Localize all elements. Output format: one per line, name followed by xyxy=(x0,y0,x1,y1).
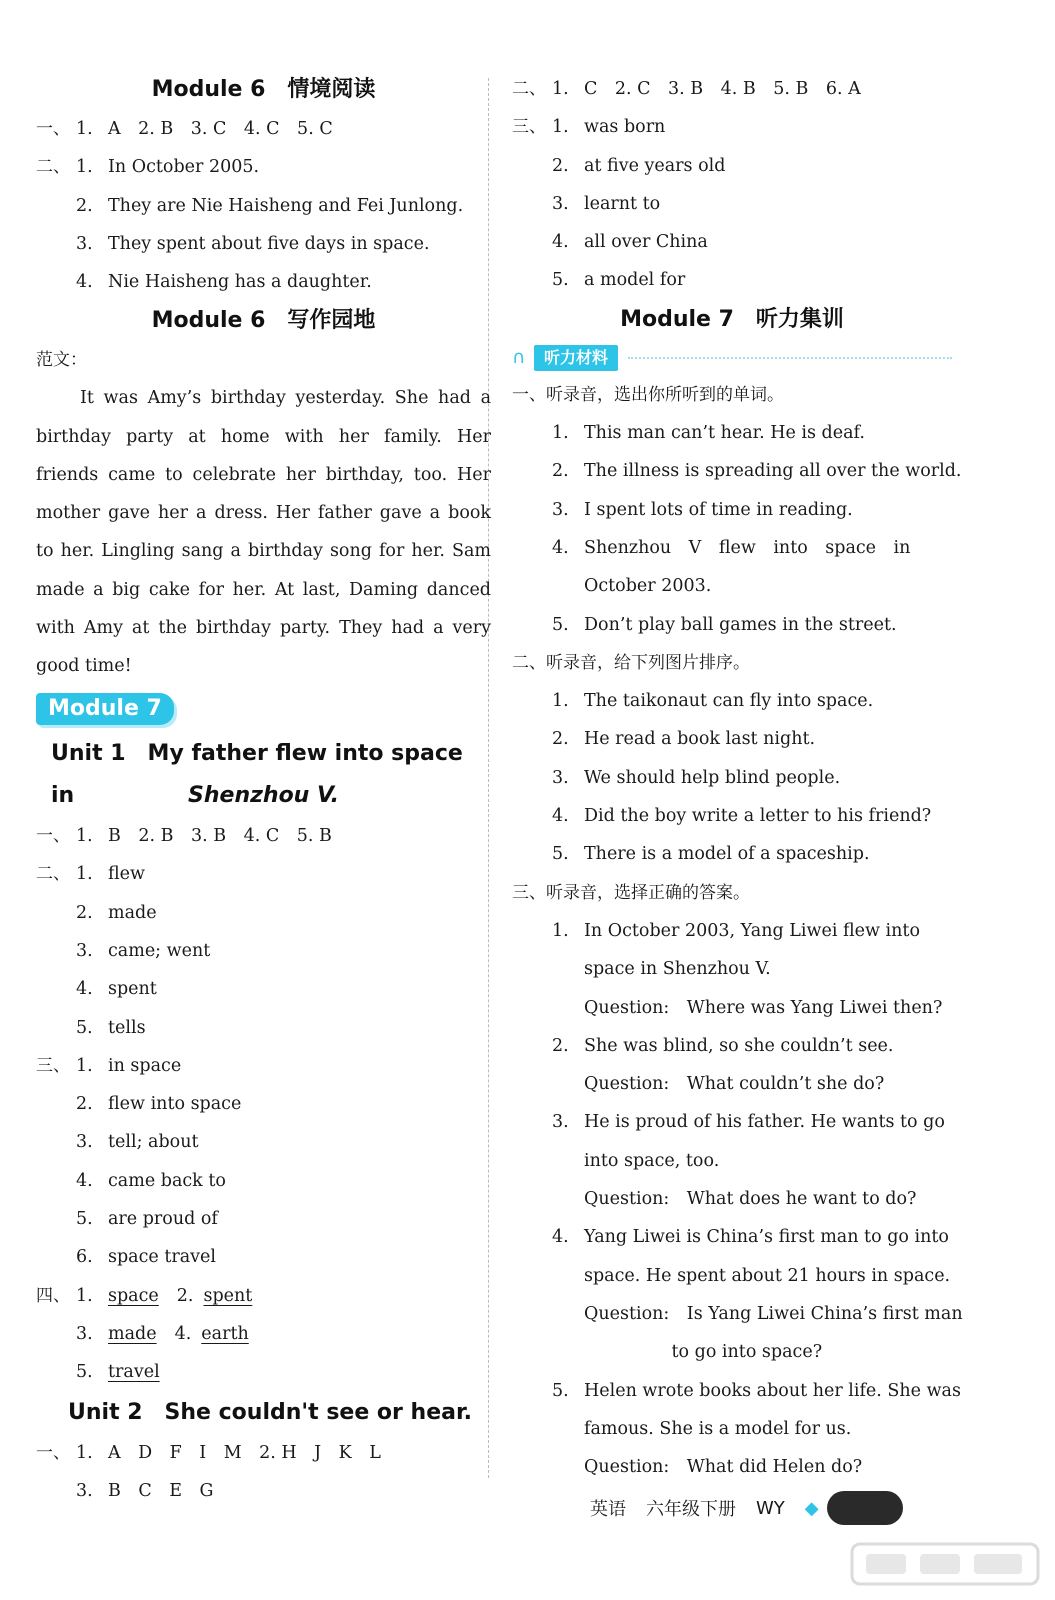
answer-row xyxy=(512,1448,952,1486)
watermark-logo xyxy=(850,1540,1040,1588)
answer-row xyxy=(512,1218,952,1256)
answer-text: He read a book last night. xyxy=(584,729,816,750)
sample-essay xyxy=(36,379,491,685)
section-mark: 三、 xyxy=(36,1055,70,1076)
answer-text: came back to xyxy=(108,1170,226,1191)
answer-text: all over China xyxy=(584,232,708,253)
answer-row xyxy=(512,1333,952,1371)
answer-word: travel xyxy=(108,1362,160,1383)
listening-section2 xyxy=(512,682,952,873)
answer-row xyxy=(512,682,952,720)
answer-row xyxy=(512,1257,952,1295)
answer-text: In October 2003, Yang Liwei flew into xyxy=(584,920,920,941)
answer-row xyxy=(512,567,952,605)
listening-section3-title: 三、听录音，选择正确的答案。 xyxy=(512,882,750,903)
answer-row xyxy=(36,970,491,1008)
answer-text: This man can’t hear. He is deaf. xyxy=(584,423,865,444)
answer-row xyxy=(512,223,952,261)
item-number: 5. xyxy=(552,270,569,291)
answer-row xyxy=(512,1372,961,1410)
unit2-title: Unit 2 She couldn't see or hear. xyxy=(68,1399,473,1425)
item-number: 4. xyxy=(76,979,93,1000)
item-number: 1. xyxy=(76,1285,93,1306)
answer-row xyxy=(512,720,952,758)
answer-text: I spent lots of time in reading. xyxy=(584,499,853,520)
answer-text: October 2003. xyxy=(584,576,712,597)
answer-text: spent xyxy=(108,979,157,1000)
left-column xyxy=(36,70,491,1510)
item-number: 5. xyxy=(552,844,569,865)
answer-text: made xyxy=(108,902,157,923)
answer-row xyxy=(512,912,952,950)
answer-row xyxy=(512,989,952,1027)
item-number: 5. xyxy=(76,1017,93,1038)
answer-text: B 2. B 3. B 4. C 5. B xyxy=(108,826,332,847)
answer-row xyxy=(36,1162,491,1200)
answer-row xyxy=(512,759,952,797)
module7-badge: Module 7 xyxy=(36,693,174,725)
item-number: 2. xyxy=(552,1035,569,1056)
page-footer xyxy=(590,1488,1030,1528)
unit1-title: Unit 1 My father flew into space in xyxy=(51,741,463,809)
item-number: 2. xyxy=(552,461,569,482)
unit2-continued-answers xyxy=(512,70,952,300)
answer-text: She was blind, so she couldn’t see. xyxy=(584,1035,894,1056)
answer-text: Helen wrote books about her life. She was xyxy=(584,1380,961,1401)
listening-section1 xyxy=(512,414,962,644)
item-number: 1. xyxy=(76,1442,93,1463)
item-number: 1. xyxy=(76,1055,93,1076)
item-number: 3. xyxy=(552,499,569,520)
answer-row xyxy=(512,1103,952,1141)
answer-text: C 2. C 3. B 4. B 5. B 6. A xyxy=(584,79,861,99)
answer-text: Question: Where was Yang Liwei then? xyxy=(584,997,943,1018)
answer-row xyxy=(36,263,491,301)
answer-row xyxy=(512,529,952,567)
answer-text: Question: Is Yang Liwei China’s first man xyxy=(584,1303,963,1324)
answer-row xyxy=(512,1065,952,1103)
item-number: 5. xyxy=(552,614,569,635)
listening-section3 xyxy=(512,912,963,1486)
answer-text: B C E G xyxy=(108,1480,214,1501)
answer-text: Yang Liwei is China’s first man to go into xyxy=(584,1227,949,1248)
answer-text: Don’t play ball games in the street. xyxy=(584,614,897,635)
item-number: 3. xyxy=(76,1480,93,1501)
answer-row xyxy=(36,1238,491,1276)
answer-text: famous. She is a model for us. xyxy=(584,1418,852,1439)
listening-material-bar xyxy=(512,340,952,376)
answer-row xyxy=(512,1410,952,1448)
answer-text: space in Shenzhou V. xyxy=(584,959,771,980)
unit1-s4-row1 xyxy=(36,1277,491,1315)
item-number: 4. xyxy=(552,806,569,827)
section-mark: 二、 xyxy=(36,157,70,178)
answer-text: into space, too. xyxy=(584,1150,720,1171)
answer-text: in space xyxy=(108,1055,182,1076)
answer-row xyxy=(512,1180,952,1218)
item-number: 5. xyxy=(76,1209,93,1230)
module6-writing-title: Module 6 写作园地 xyxy=(151,308,376,334)
answer-row xyxy=(36,817,491,855)
answer-text: They are Nie Haisheng and Fei Junlong. xyxy=(108,195,464,216)
section-mark: 一、 xyxy=(36,1442,70,1463)
item-number: 3. xyxy=(76,1323,93,1344)
answer-row xyxy=(512,70,952,108)
item-number: 1. xyxy=(552,79,569,99)
answer-row xyxy=(36,894,491,932)
answer-word: earth xyxy=(201,1323,249,1344)
answer-row xyxy=(512,835,952,873)
item-number: 2. xyxy=(176,1285,194,1306)
sample-essay-text: It was Amy’s birthday yesterday. She had a birthday party at home with her family. Her friends came to celebrate her birthday, too. Her mother gave her a dress. Her father gave a book to her. Lingling sang a birthday song for her. Sam made a big cake for her. At last, Daming danced with Amy at the birthday party. They had a very good time! xyxy=(36,388,491,676)
answer-text: There is a model of a spaceship. xyxy=(584,844,870,865)
answer-text: Did the boy write a letter to his friend? xyxy=(584,806,932,827)
answer-row xyxy=(36,1434,491,1472)
answer-row xyxy=(36,110,491,148)
answer-row xyxy=(512,1142,952,1180)
answer-row xyxy=(512,108,952,146)
item-number: 5. xyxy=(76,1362,93,1383)
item-number: 2. xyxy=(552,729,569,750)
answer-row xyxy=(36,1009,491,1047)
answer-row xyxy=(36,855,491,893)
answer-row xyxy=(36,1085,491,1123)
item-number: 1. xyxy=(552,423,569,444)
answer-text: He is proud of his father. He wants to go xyxy=(584,1112,945,1133)
diamond-icon: ◆ xyxy=(804,1497,819,1519)
answer-text: learnt to xyxy=(584,193,661,214)
answer-text: at five years old xyxy=(584,155,726,176)
answer-text: In October 2005. xyxy=(108,157,260,178)
answer-text: was born xyxy=(584,117,666,138)
item-number: 1. xyxy=(76,157,93,178)
answer-row xyxy=(36,187,491,225)
module6-reading-answers xyxy=(36,110,491,301)
answer-row xyxy=(36,1200,491,1238)
answer-row xyxy=(36,148,491,186)
unit1-answers xyxy=(36,817,491,1277)
item-number: 1. xyxy=(552,920,569,941)
item-number: 1. xyxy=(76,864,93,885)
listening-material-tag: 听力材料 xyxy=(534,345,618,371)
answer-text: Nie Haisheng has a daughter. xyxy=(108,272,372,293)
item-number: 3. xyxy=(552,193,569,214)
module6-reading-title: Module 6 情境阅读 xyxy=(151,77,376,102)
answer-row xyxy=(512,185,952,223)
answer-text: space. He spent about 21 hours in space. xyxy=(584,1265,951,1286)
module7-badge-row xyxy=(36,685,491,733)
answer-text: Question: What does he want to do? xyxy=(584,1189,917,1210)
right-column xyxy=(512,70,963,1486)
answer-row xyxy=(512,491,952,529)
page-number-badge xyxy=(827,1491,903,1525)
item-number: 1. xyxy=(552,691,569,712)
answer-text: flew xyxy=(108,864,146,885)
answer-row xyxy=(512,797,952,835)
answer-row xyxy=(512,606,952,644)
footer-edition: WY xyxy=(756,1497,785,1519)
answer-row xyxy=(36,1047,491,1085)
answer-text: a model for xyxy=(584,270,686,291)
answer-text: came; went xyxy=(108,941,211,961)
answer-text: Shenzhou V flew into space in xyxy=(584,537,911,558)
item-number: 4. xyxy=(174,1323,192,1344)
answer-text: space travel xyxy=(108,1247,217,1268)
item-number: 3. xyxy=(552,767,569,788)
item-number: 2. xyxy=(76,1094,93,1115)
item-number: 3. xyxy=(76,941,93,961)
answer-row xyxy=(512,452,962,490)
section-mark: 二、 xyxy=(36,864,70,885)
item-number: 1. xyxy=(76,119,93,139)
unit1-s4-row2 xyxy=(36,1315,491,1353)
answer-row xyxy=(36,225,491,263)
unit1-s4-row3 xyxy=(36,1353,491,1391)
section-mark: 一、 xyxy=(36,826,70,847)
answer-text: Question: What did Helen do? xyxy=(584,1457,863,1478)
answer-text: A D F I M 2. H J K L xyxy=(108,1442,381,1463)
item-number: 4. xyxy=(552,1227,569,1248)
item-number: 4. xyxy=(552,537,569,558)
footer-grade: 六年级下册 xyxy=(646,1499,736,1520)
item-number: 1. xyxy=(76,826,93,847)
answer-row xyxy=(512,1295,963,1333)
unit2-answers xyxy=(36,1434,491,1511)
footer-subject: 英语 xyxy=(590,1499,626,1520)
module7-listening-title: Module 7 听力集训 xyxy=(620,306,844,332)
answer-text: flew into space xyxy=(108,1094,242,1115)
answer-text: to go into space? xyxy=(584,1342,823,1363)
item-number: 2. xyxy=(76,902,93,923)
item-number: 3. xyxy=(76,1132,93,1153)
section-mark: 四、 xyxy=(36,1285,70,1306)
item-number: 1. xyxy=(552,117,569,138)
item-number: 3. xyxy=(76,233,93,254)
item-number: 4. xyxy=(76,272,93,293)
answer-row xyxy=(512,147,952,185)
answer-word: spent xyxy=(203,1285,253,1306)
answer-row xyxy=(36,1123,491,1161)
dotted-rule xyxy=(628,357,952,359)
answer-row xyxy=(512,261,952,299)
item-number: 2. xyxy=(76,195,93,216)
headphones-icon: ∩ xyxy=(512,347,526,369)
answer-text: Question: What couldn’t she do? xyxy=(584,1074,885,1095)
answer-row xyxy=(512,950,952,988)
section-mark: 三、 xyxy=(512,117,546,138)
answer-row xyxy=(512,414,952,452)
item-number: 6. xyxy=(76,1247,93,1268)
unit1-title-italic: Shenzhou V. xyxy=(188,783,339,809)
answer-row xyxy=(36,932,491,970)
section-mark: 一、 xyxy=(36,119,70,139)
listening-section2-title: 二、听录音，给下列图片排序。 xyxy=(512,652,750,673)
item-number: 4. xyxy=(552,232,569,253)
answer-row xyxy=(36,1472,491,1510)
answer-text: tells xyxy=(108,1017,146,1038)
answer-row xyxy=(512,1027,952,1065)
item-number: 3. xyxy=(552,1112,569,1133)
answer-text: are proud of xyxy=(108,1209,218,1230)
answer-text: We should help blind people. xyxy=(584,767,841,788)
sample-label: 范文： xyxy=(36,350,87,371)
answer-text: The taikonaut can fly into space. xyxy=(584,691,874,712)
answer-text: They spent about five days in space. xyxy=(108,233,430,254)
item-number: 2. xyxy=(552,155,569,176)
listening-section1-title: 一、听录音，选出你所听到的单词。 xyxy=(512,384,784,405)
answer-text: The illness is spreading all over the world. xyxy=(584,461,962,482)
item-number: 5. xyxy=(552,1380,569,1401)
answer-word: made xyxy=(108,1323,157,1344)
section-mark: 二、 xyxy=(512,79,546,99)
answer-word: space xyxy=(108,1285,159,1306)
answer-text: A 2. B 3. C 4. C 5. C xyxy=(108,119,333,139)
answer-text: tell; about xyxy=(108,1132,199,1153)
item-number: 4. xyxy=(76,1170,93,1191)
